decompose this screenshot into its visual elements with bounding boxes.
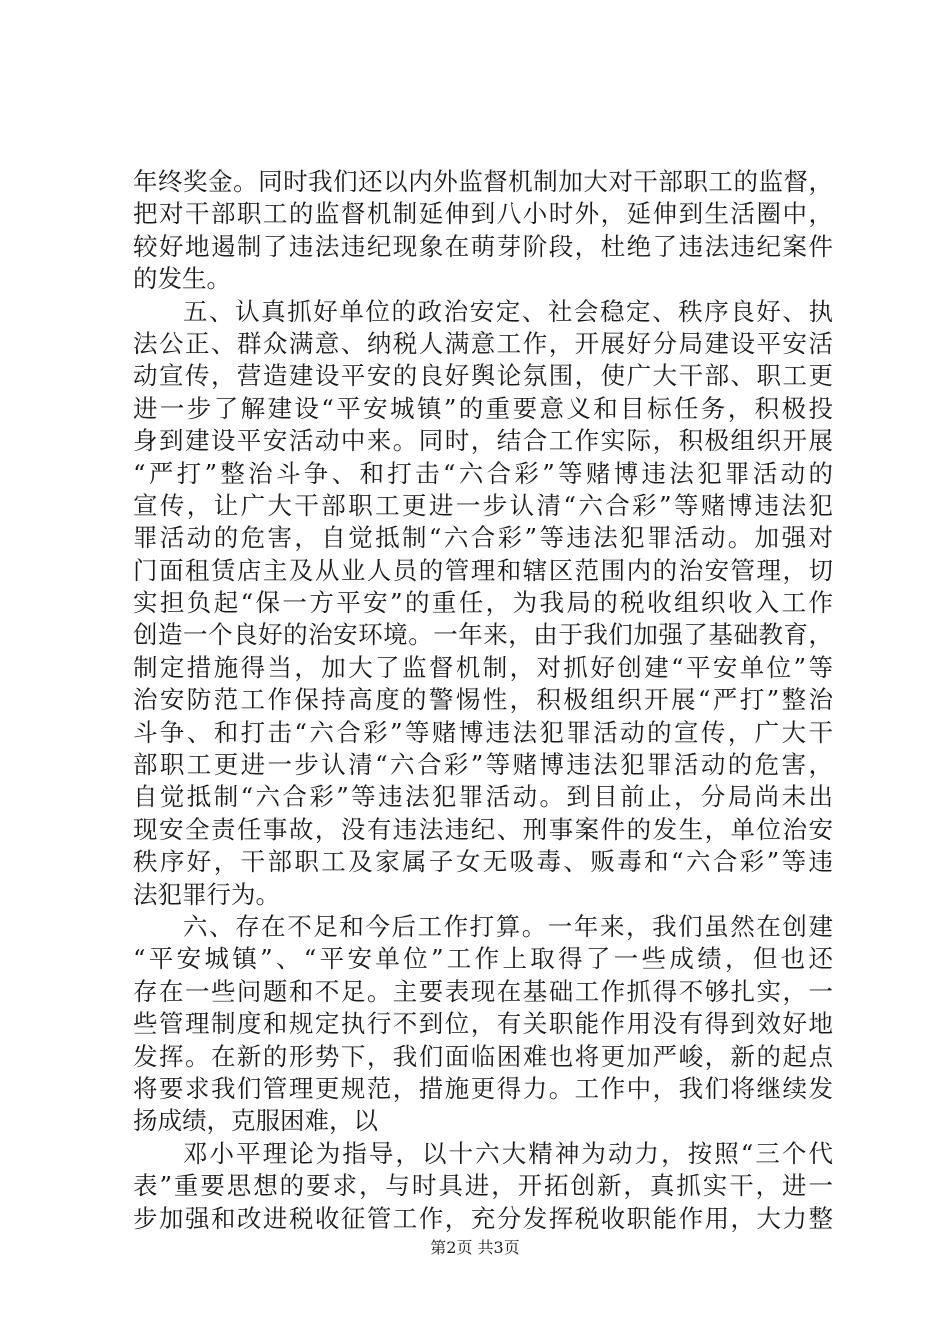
text-line: 进一步了解建设“平安城镇”的重要意义和目标任务，积极投 [133, 393, 833, 423]
text-line: 创造一个良好的治安环境。一年来，由于我们加强了基础教育， [133, 620, 833, 650]
text-line: 将要求我们管理更规范，措施更得力。工作中，我们将继续发 [133, 1073, 833, 1103]
text-line: 的发生。 [133, 264, 231, 294]
text-line: 实担负起“保一方平安”的重任，为我局的税收组织收入工作 [133, 588, 833, 618]
text-line: 斗争、和打击“六合彩”等赌博违法犯罪活动的宣传，广大干 [133, 717, 833, 747]
text-line: 宣传，让广大干部职工更进一步认清“六合彩”等赌博违法犯 [133, 490, 833, 520]
text-line: 自觉抵制“六合彩”等违法犯罪活动。到目前止，分局尚未出 [133, 782, 833, 812]
text-line: 身到建设平安活动中来。同时，结合工作实际，积极组织开展 [133, 426, 833, 456]
page-footer [0, 1238, 950, 1258]
text-line: 扬成绩，克服困难，以 [133, 1106, 378, 1136]
paragraph-start-line: 五、认真抓好单位的政治安定、社会稳定、秩序良好、执 [183, 296, 833, 326]
text-line: 门面租赁店主及从业人员的管理和辖区范围内的治安管理，切 [133, 555, 833, 585]
paragraph-start-line: 邓小平理论为指导，以十六大精神为动力，按照“三个代 [183, 1138, 833, 1168]
text-line: 些管理制度和规定执行不到位，有关职能作用没有得到效好地 [133, 1009, 833, 1039]
text-line: 发挥。在新的形势下，我们面临困难也将更加严峻，新的起点 [133, 1041, 833, 1071]
text-line: 部职工更进一步认清“六合彩”等赌博违法犯罪活动的危害， [133, 750, 833, 780]
text-line: 存在一些问题和不足。主要表现在基础工作抓得不够扎实，一 [133, 976, 833, 1006]
text-line: 治安防范工作保持高度的警惕性，积极组织开展“严打”整治 [133, 685, 833, 715]
text-line: 秩序好，干部职工及家属子女无吸毒、贩毒和“六合彩”等违 [133, 847, 833, 877]
text-line: 动宣传，营造建设平安的良好舆论氛围，使广大干部、职工更 [133, 361, 833, 391]
text-line: “平安城镇”、“平安单位”工作上取得了一些成绩，但也还 [133, 944, 833, 974]
text-line: 法犯罪行为。 [133, 879, 280, 909]
text-line: 把对干部职工的监督机制延伸到八小时外，延伸到生活圈中， [133, 199, 833, 229]
text-line: 表”重要思想的要求，与时具进，开拓创新，真抓实干，进一 [133, 1171, 833, 1201]
text-line: 步加强和改进税收征管工作，充分发挥税收职能作用，大力整 [133, 1203, 833, 1233]
text-line: 年终奖金。同时我们还以内外监督机制加大对干部职工的监督， [133, 167, 833, 196]
text-line: 法公正、群众满意、纳税人满意工作，开展好分局建设平安活 [133, 328, 833, 358]
text-line: 现安全责任事故，没有违法违纪、刑事案件的发生，单位治安 [133, 814, 833, 844]
paragraph-start-line: 六、存在不足和今后工作打算。一年来，我们虽然在创建 [183, 911, 833, 941]
text-line: “严打”整治斗争、和打击“六合彩”等赌博违法犯罪活动的 [133, 458, 833, 488]
page-number-indicator: 第2页 共3页 [430, 1238, 520, 1257]
text-line: 制定措施得当，加大了监督机制，对抓好创建“平安单位”等 [133, 652, 833, 682]
text-line: 较好地遏制了违法违纪现象在萌芽阶段，杜绝了违法违纪案件 [133, 231, 833, 261]
document-body [133, 166, 833, 1235]
text-line: 罪活动的危害，自觉抵制“六合彩”等违法犯罪活动。加强对 [133, 523, 833, 553]
